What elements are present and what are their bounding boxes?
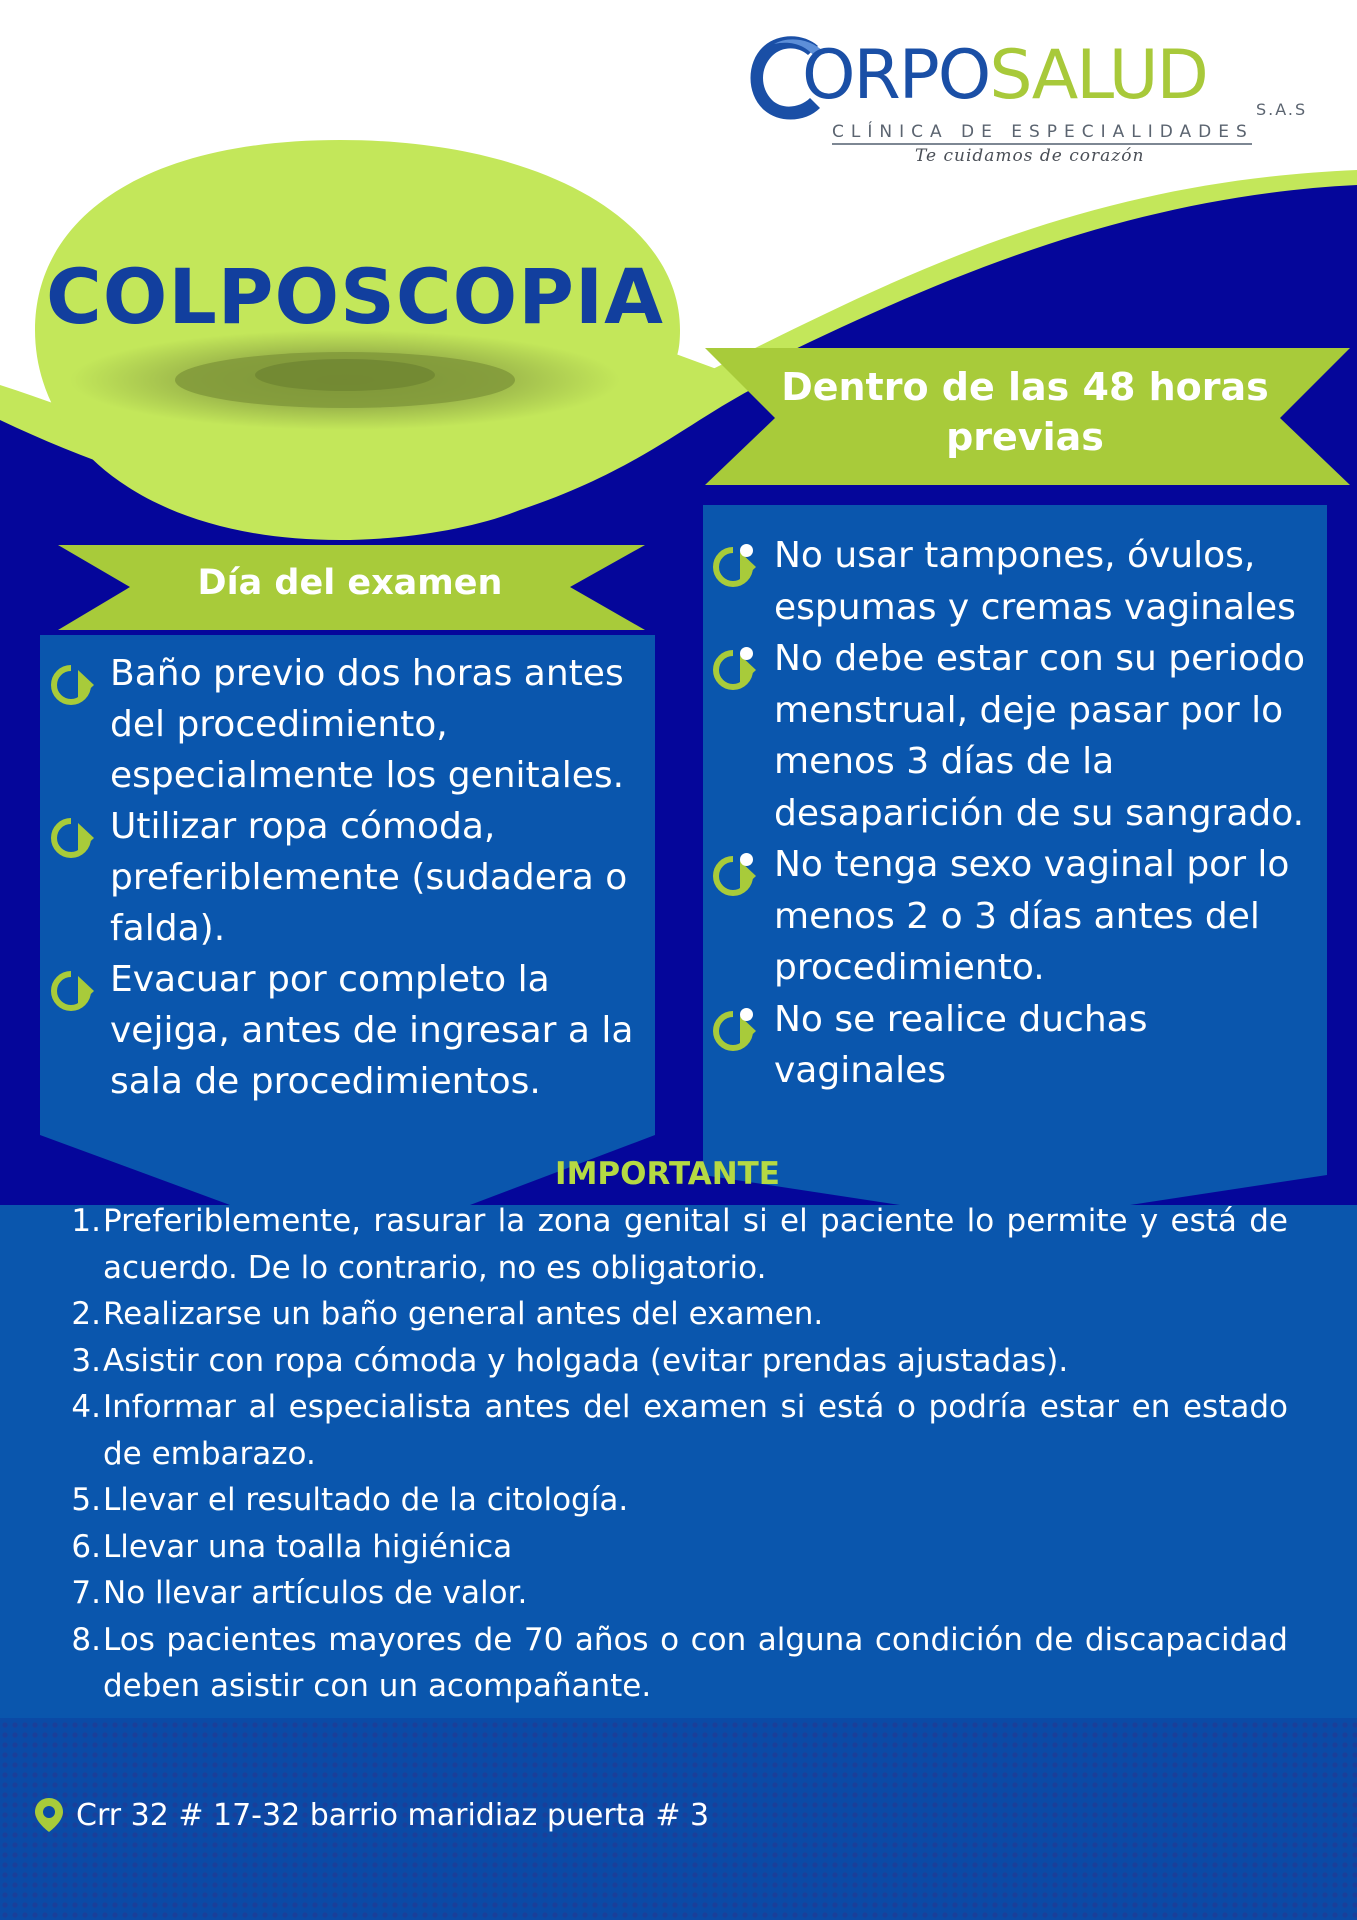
- list-item-text: Los pacientes mayores de 70 años o con alguna condición de discapacidad deben asistir con un acompañante.: [103, 1621, 1288, 1704]
- list-item: [774, 839, 1319, 994]
- right-section-list: [774, 530, 1319, 1097]
- list-item: [110, 801, 655, 954]
- list-item-number: 5.: [71, 1482, 101, 1518]
- list-item: [774, 530, 1319, 633]
- logo-subtitle: CLÍNICA DE ESPECIALIDADES: [832, 122, 1252, 145]
- list-item-number: 4.: [71, 1389, 101, 1425]
- arrow-bullet-icon: [48, 815, 94, 861]
- list-item-text: Preferiblemente, rasurar la zona genital si el paciente lo permite y está de acuerdo. De lo contrario, no es obligatorio.: [103, 1203, 1288, 1286]
- list-item-text: Evacuar por completo la vejiga, antes de ingresar a la sala de procedimientos.: [110, 959, 634, 1102]
- list-item: [60, 1338, 1288, 1385]
- bullet-dot-icon: [740, 853, 753, 866]
- list-item: [774, 633, 1319, 839]
- list-item: [60, 1570, 1288, 1617]
- list-item-text: Realizarse un baño general antes del examen.: [103, 1296, 824, 1332]
- list-item-text: Baño previo dos horas antes del procedimiento, especialmente los genitales.: [110, 653, 625, 796]
- important-heading: IMPORTANTE: [555, 1156, 780, 1192]
- logo-suffix: S.A.S: [1256, 100, 1308, 119]
- logo-tagline: Te cuidamos de corazón: [915, 146, 1145, 166]
- location-pin-icon: [30, 1796, 68, 1834]
- list-item-number: 2.: [71, 1296, 101, 1332]
- list-item: [110, 954, 655, 1107]
- list-item: [60, 1524, 1288, 1571]
- list-item-text: Informar al especialista antes del examen si está o podría estar en estado de embarazo.: [103, 1389, 1288, 1472]
- list-item: [60, 1291, 1288, 1338]
- list-item-text: Llevar el resultado de la citología.: [103, 1482, 629, 1518]
- list-item: [60, 1384, 1288, 1477]
- list-item: [60, 1617, 1288, 1710]
- list-item-number: 1.: [71, 1203, 101, 1239]
- important-list: [60, 1198, 1288, 1710]
- arrow-bullet-icon: [48, 968, 94, 1014]
- list-item-number: 6.: [71, 1528, 101, 1565]
- left-section-list: [110, 648, 655, 1107]
- list-item-text: Asistir con ropa cómoda y holgada (evitar prendas ajustadas).: [103, 1342, 1069, 1379]
- list-item-text: No usar tampones, óvulos, espumas y cremas vaginales: [774, 535, 1296, 628]
- logo-wordmark: [802, 36, 1207, 115]
- list-item-number: 3.: [71, 1342, 101, 1379]
- logo-wordmark-part1: ORPO: [802, 36, 990, 115]
- list-item: [60, 1198, 1288, 1291]
- list-item-text: No llevar artículos de valor.: [103, 1575, 528, 1611]
- page-title: COLPOSCOPIA: [45, 252, 665, 341]
- list-item-text: No se realice duchas vaginales: [774, 998, 1148, 1091]
- list-item: [774, 994, 1319, 1097]
- right-section-heading: Dentro de las 48 horas previas: [781, 365, 1269, 459]
- list-item: [60, 1477, 1288, 1524]
- bullet-dot-icon: [740, 647, 753, 660]
- left-section-heading: Día del examen: [197, 563, 503, 603]
- arrow-bullet-icon: [48, 662, 94, 708]
- list-item-text: No debe estar con su periodo menstrual, deje pasar por lo menos 3 días de la desaparición de su sangrado.: [774, 638, 1305, 834]
- list-item-text: No tenga sexo vaginal por lo menos 2 o 3 días antes del procedimiento.: [774, 844, 1290, 988]
- bullet-dot-icon: [740, 1008, 753, 1021]
- list-item-number: 8.: [71, 1621, 101, 1658]
- address-text: Crr 32 # 17-32 barrio maridiaz puerta # 3: [76, 1797, 710, 1833]
- footer-address: [30, 1796, 709, 1834]
- list-item-number: 7.: [71, 1575, 101, 1611]
- corposalud-logo: [740, 28, 1320, 168]
- bullet-dot-icon: [740, 544, 753, 557]
- list-item: [110, 648, 655, 801]
- logo-wordmark-part2: SALUD: [989, 36, 1207, 115]
- list-item-text: Utilizar ropa cómoda, preferiblemente (sudadera o falda).: [110, 806, 628, 949]
- list-item-text: Llevar una toalla higiénica: [103, 1528, 513, 1565]
